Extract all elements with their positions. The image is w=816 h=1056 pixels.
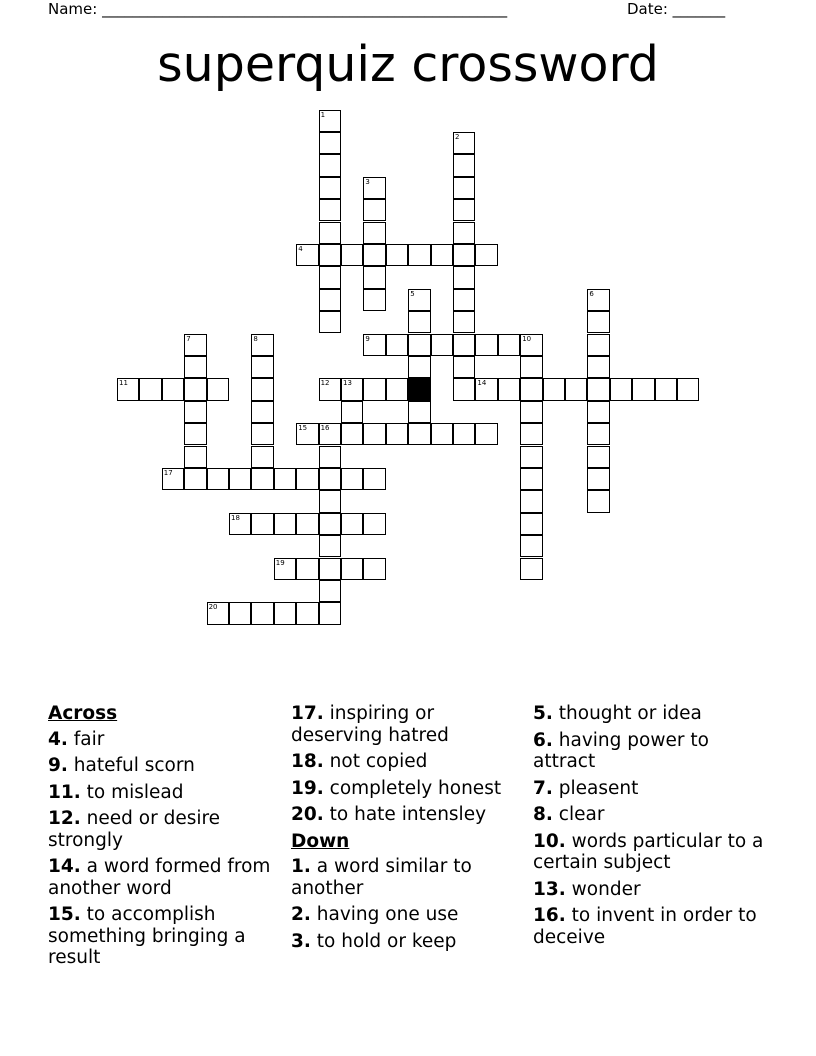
grid-cell[interactable] [319, 580, 341, 602]
clue-column-1 [48, 703, 286, 974]
grid-cell[interactable] [319, 154, 341, 176]
clue-item-text: not copied [323, 751, 428, 772]
grid-cell[interactable] [139, 378, 161, 400]
clue-number: 10 [522, 334, 532, 343]
grid-cell[interactable] [319, 446, 341, 468]
grid-cell[interactable] [184, 378, 206, 400]
grid-cell[interactable] [319, 378, 341, 400]
clue-number: 9 [365, 334, 370, 343]
clue-number: 4 [298, 244, 303, 253]
grid-cell[interactable] [587, 423, 609, 445]
clue-item [48, 856, 286, 899]
grid-cell[interactable] [498, 334, 520, 356]
grid-cell[interactable] [520, 356, 542, 378]
clue-item [533, 778, 771, 800]
clue-item [291, 931, 529, 953]
grid-cell[interactable] [632, 378, 654, 400]
clue-number: 15 [298, 424, 308, 433]
grid-cell[interactable] [117, 378, 139, 400]
grid-cell[interactable] [520, 334, 542, 356]
clue-item-number: 20. [291, 804, 324, 825]
grid-cell[interactable] [274, 468, 296, 490]
grid-cell[interactable] [363, 513, 385, 535]
grid-cell[interactable] [363, 266, 385, 288]
grid-cell[interactable] [319, 222, 341, 244]
clue-item-text: hateful scorn [67, 755, 195, 776]
grid-cell[interactable] [453, 199, 475, 221]
clue-item [291, 703, 529, 746]
grid-cell[interactable] [341, 378, 363, 400]
clue-item-number: 12. [48, 808, 81, 829]
clue-item-text: a word similar to another [291, 856, 472, 899]
grid-cell[interactable] [677, 378, 699, 400]
grid-cell[interactable] [296, 513, 318, 535]
grid-cell[interactable] [475, 334, 497, 356]
grid-cell[interactable] [319, 490, 341, 512]
date-field-label: Date: _______ [627, 0, 726, 18]
clue-item [533, 703, 771, 725]
grid-cell[interactable] [251, 602, 273, 624]
grid-cell[interactable] [251, 401, 273, 423]
grid-cell[interactable] [655, 378, 677, 400]
grid-cell[interactable] [453, 132, 475, 154]
clue-item-text: inspiring or deserving hatred [291, 703, 449, 746]
grid-cell[interactable] [229, 468, 251, 490]
grid-cell[interactable] [453, 356, 475, 378]
clue-item-number: 10. [533, 830, 566, 852]
down-clue-list [291, 856, 529, 952]
clue-item-text: to invent in order to deceive [533, 905, 757, 948]
grid-cell[interactable] [386, 378, 408, 400]
clue-number: 1 [320, 110, 326, 119]
grid-cell[interactable] [363, 222, 385, 244]
clue-item-number: 5. [533, 703, 553, 724]
grid-cell[interactable] [251, 423, 273, 445]
grid-cell[interactable] [475, 378, 497, 400]
grid-cell[interactable] [431, 244, 453, 266]
clue-item-text: a word formed from another word [48, 856, 271, 899]
clue-item [533, 831, 771, 874]
grid-cell[interactable] [184, 401, 206, 423]
name-field-label: Name: ______________________________________________________ [48, 0, 508, 18]
clue-item-number: 14. [48, 856, 81, 877]
grid-cell[interactable] [341, 244, 363, 266]
grid-cell[interactable] [386, 334, 408, 356]
grid-cell[interactable] [319, 535, 341, 557]
clue-item-text: to accomplish something bringing a result [48, 904, 246, 968]
black-cell [408, 378, 430, 400]
grid-cell[interactable] [587, 401, 609, 423]
clue-item-text: fair [67, 728, 105, 750]
grid-cell[interactable] [453, 222, 475, 244]
clue-number: 11 [119, 379, 128, 388]
grid-cell[interactable] [363, 177, 385, 199]
grid-cell[interactable] [296, 558, 318, 580]
clue-item-number: 2. [291, 904, 311, 925]
grid-cell[interactable] [587, 490, 609, 512]
clue-item-number: 6. [533, 729, 553, 751]
clue-number: 13 [343, 379, 352, 388]
grid-cell[interactable] [341, 401, 363, 423]
grid-cell[interactable] [587, 378, 609, 400]
grid-cell[interactable] [341, 423, 363, 445]
grid-cell[interactable] [162, 468, 184, 490]
clue-item-number: 17. [291, 703, 324, 724]
clue-item-text: having power to attract [533, 729, 709, 772]
grid-cell[interactable] [520, 378, 542, 400]
grid-cell[interactable] [319, 177, 341, 199]
grid-cell[interactable] [408, 401, 430, 423]
clue-number: 19 [275, 558, 285, 567]
clue-item [48, 808, 286, 851]
grid-cell[interactable] [319, 468, 341, 490]
grid-cell[interactable] [408, 356, 430, 378]
clue-item-text: thought or idea [552, 703, 702, 724]
grid-cell[interactable] [229, 513, 251, 535]
grid-cell[interactable] [296, 423, 318, 445]
clue-item [533, 905, 771, 948]
clue-number: 7 [186, 334, 191, 343]
clue-item-text: to hate intensley [323, 804, 487, 825]
clue-number: 14 [477, 379, 487, 388]
grid-cell[interactable] [520, 558, 542, 580]
grid-cell[interactable] [341, 468, 363, 490]
clue-number: 20 [208, 603, 218, 612]
clue-item-text: words particular to a certain subject [533, 830, 764, 873]
grid-cell[interactable] [363, 334, 385, 356]
grid-cell[interactable] [453, 378, 475, 400]
grid-cell[interactable] [408, 334, 430, 356]
clue-item-number: 3. [291, 930, 311, 952]
grid-cell[interactable] [520, 401, 542, 423]
clue-item-number: 11. [48, 781, 81, 803]
clue-item-number: 7. [533, 777, 553, 799]
clue-item [291, 751, 529, 773]
grid-cell[interactable] [453, 244, 475, 266]
grid-cell[interactable] [587, 311, 609, 333]
across-heading: Across [48, 703, 118, 724]
grid-cell[interactable] [386, 423, 408, 445]
grid-cell[interactable] [319, 602, 341, 624]
grid-cell[interactable] [184, 334, 206, 356]
grid-cell[interactable] [251, 334, 273, 356]
grid-cell[interactable] [431, 423, 453, 445]
grid-cell[interactable] [251, 356, 273, 378]
clue-number: 5 [410, 289, 415, 298]
grid-cell[interactable] [431, 334, 453, 356]
grid-cell[interactable] [229, 602, 251, 624]
clue-item [291, 856, 529, 899]
grid-cell[interactable] [610, 378, 632, 400]
grid-cell[interactable] [319, 558, 341, 580]
grid-cell[interactable] [453, 177, 475, 199]
grid-cell[interactable] [207, 602, 229, 624]
grid-cell[interactable] [498, 378, 520, 400]
clue-item-number: 19. [291, 777, 324, 799]
grid-cell[interactable] [453, 311, 475, 333]
grid-cell[interactable] [475, 423, 497, 445]
grid-cell[interactable] [363, 244, 385, 266]
grid-cell[interactable] [341, 558, 363, 580]
grid-cell[interactable] [587, 289, 609, 311]
grid-cell[interactable] [587, 446, 609, 468]
grid-cell[interactable] [296, 244, 318, 266]
grid-cell[interactable] [408, 423, 430, 445]
grid-cell[interactable] [363, 558, 385, 580]
grid-cell[interactable] [386, 244, 408, 266]
grid-cell[interactable] [453, 289, 475, 311]
grid-cell[interactable] [363, 199, 385, 221]
grid-cell[interactable] [207, 468, 229, 490]
clue-item-number: 8. [533, 804, 553, 825]
grid-cell[interactable] [587, 334, 609, 356]
across-clue-list-continued [291, 703, 529, 826]
grid-cell[interactable] [274, 558, 296, 580]
grid-cell[interactable] [162, 378, 184, 400]
grid-cell[interactable] [565, 378, 587, 400]
grid-cell[interactable] [319, 132, 341, 154]
grid-cell[interactable] [319, 110, 341, 132]
grid-cell[interactable] [319, 311, 341, 333]
grid-cell[interactable] [251, 378, 273, 400]
grid-cell[interactable] [184, 423, 206, 445]
grid-cell[interactable] [184, 468, 206, 490]
grid-cell[interactable] [520, 423, 542, 445]
clue-item-number: 18. [291, 751, 324, 772]
grid-cell[interactable] [251, 446, 273, 468]
grid-cell[interactable] [296, 468, 318, 490]
grid-cell[interactable] [319, 266, 341, 288]
grid-cell[interactable] [520, 490, 542, 512]
grid-cell[interactable] [363, 468, 385, 490]
clue-column-2 [291, 703, 529, 957]
grid-cell[interactable] [363, 423, 385, 445]
clue-item-text: wonder [565, 878, 641, 900]
clue-item [48, 782, 286, 804]
grid-cell[interactable] [543, 378, 565, 400]
grid-cell[interactable] [319, 289, 341, 311]
clue-item [291, 904, 529, 926]
grid-cell[interactable] [251, 513, 273, 535]
page-title: superquiz crossword [157, 36, 659, 93]
clue-number: 6 [589, 289, 594, 298]
grid-cell[interactable] [251, 468, 273, 490]
clue-item [291, 804, 529, 826]
clue-number: 8 [253, 334, 258, 343]
grid-cell[interactable] [520, 468, 542, 490]
grid-cell[interactable] [408, 311, 430, 333]
grid-cell[interactable] [319, 199, 341, 221]
down-clue-list-continued [533, 703, 771, 948]
grid-cell[interactable] [453, 266, 475, 288]
clue-item [291, 778, 529, 800]
grid-cell[interactable] [207, 378, 229, 400]
grid-cell[interactable] [319, 513, 341, 535]
clue-item [48, 755, 286, 777]
clue-item [48, 729, 286, 751]
clue-number: 18 [231, 513, 240, 522]
grid-cell[interactable] [520, 446, 542, 468]
grid-cell[interactable] [319, 423, 341, 445]
grid-cell[interactable] [296, 602, 318, 624]
grid-cell[interactable] [363, 289, 385, 311]
clue-item-number: 4. [48, 728, 68, 750]
clue-item [533, 730, 771, 773]
grid-cell[interactable] [408, 289, 430, 311]
grid-cell[interactable] [520, 535, 542, 557]
grid-cell[interactable] [587, 468, 609, 490]
clue-item-number: 13. [533, 878, 566, 900]
grid-cell[interactable] [319, 244, 341, 266]
grid-cell[interactable] [520, 513, 542, 535]
clue-number: 16 [320, 424, 330, 433]
clue-item-text: to mislead [80, 781, 184, 803]
grid-cell[interactable] [363, 378, 385, 400]
clue-item-number: 16. [533, 905, 566, 926]
clue-item-number: 1. [291, 856, 311, 877]
grid-cell[interactable] [453, 334, 475, 356]
grid-cell[interactable] [341, 513, 363, 535]
clue-item-text: completely honest [323, 777, 502, 799]
clue-item-number: 9. [48, 755, 68, 776]
clue-item [533, 879, 771, 901]
clue-item-text: need or desire strongly [48, 808, 221, 851]
clue-item-text: having one use [310, 904, 459, 925]
clue-item-number: 15. [48, 904, 81, 925]
clue-item-text: pleasent [552, 777, 639, 799]
clue-number: 17 [163, 468, 173, 477]
down-heading: Down [291, 830, 350, 852]
clue-number: 2 [455, 132, 460, 141]
grid-cell[interactable] [274, 513, 296, 535]
clue-item-text: clear [552, 804, 605, 825]
clue-item [48, 904, 286, 969]
grid-cell[interactable] [408, 244, 430, 266]
grid-cell[interactable] [184, 356, 206, 378]
clue-number: 12 [320, 379, 330, 388]
grid-cell[interactable] [475, 244, 497, 266]
grid-cell[interactable] [587, 356, 609, 378]
grid-cell[interactable] [184, 446, 206, 468]
across-clue-list [48, 729, 286, 969]
grid-cell[interactable] [453, 154, 475, 176]
clue-number: 3 [365, 177, 370, 186]
clue-item [533, 804, 771, 826]
grid-cell[interactable] [274, 602, 296, 624]
clue-item-text: to hold or keep [310, 930, 457, 952]
clue-column-3 [533, 703, 771, 953]
grid-cell[interactable] [453, 423, 475, 445]
